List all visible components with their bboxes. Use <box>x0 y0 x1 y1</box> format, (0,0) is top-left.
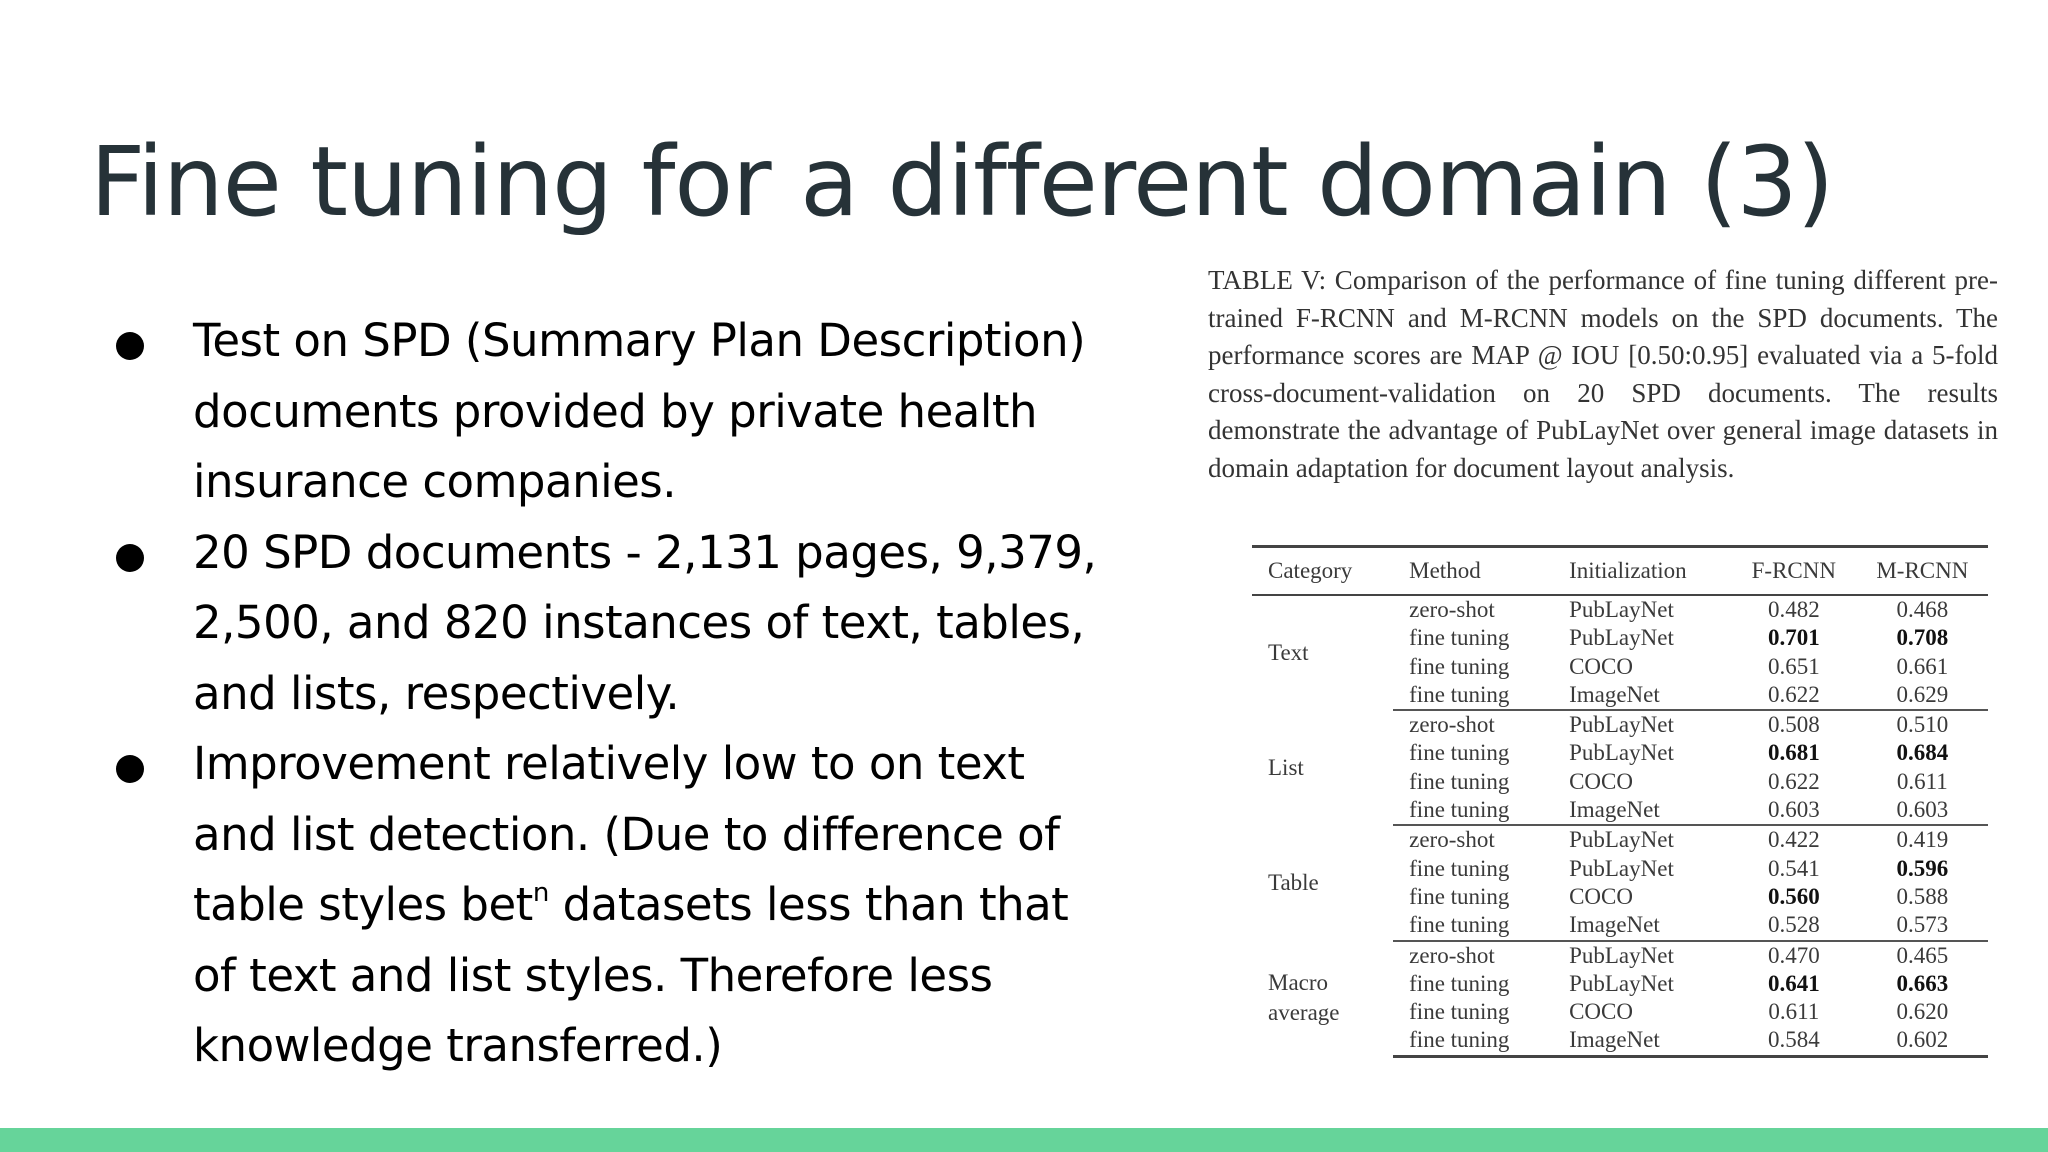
bullet-item <box>112 729 1112 1082</box>
cell-m-rcnn: 0.663 <box>1896 970 1949 996</box>
bullet-dot-icon <box>116 755 144 783</box>
cell-initialization: PubLayNet <box>1569 855 1674 881</box>
cell-initialization: COCO <box>1569 768 1633 794</box>
table-row <box>1252 825 1988 854</box>
cell-f-rcnn: 0.508 <box>1767 712 1820 738</box>
table-row <box>1252 595 1988 624</box>
cell-method: fine tuning <box>1393 911 1553 940</box>
table-body <box>1252 595 1988 1056</box>
cell-f-rcnn: 0.641 <box>1767 970 1820 996</box>
cell-m-rcnn: 0.419 <box>1896 827 1949 853</box>
cell-m-rcnn: 0.684 <box>1896 740 1949 766</box>
cell-initialization: PubLayNet <box>1569 712 1674 738</box>
cell-method: fine tuning <box>1409 999 1510 1025</box>
cell-f-rcnn: 0.541 <box>1767 855 1820 881</box>
cell-category: Table <box>1268 869 1319 895</box>
cell-method: fine tuning <box>1409 970 1510 996</box>
cell-initialization: PubLayNet <box>1569 970 1674 996</box>
cell-f-rcnn: 0.584 <box>1731 1026 1857 1056</box>
cell-initialization: ImageNet <box>1553 681 1731 710</box>
cell-f-rcnn: 0.482 <box>1767 597 1820 622</box>
table-header-row <box>1252 547 1988 596</box>
cell-m-rcnn: 0.603 <box>1857 796 1988 825</box>
cell-m-rcnn: 0.468 <box>1896 597 1949 622</box>
cell-m-rcnn: 0.510 <box>1896 712 1949 738</box>
header-m-rcnn: M-RCNN <box>1857 547 1988 596</box>
cell-method: fine tuning <box>1409 740 1510 766</box>
cell-f-rcnn: 0.528 <box>1731 911 1857 940</box>
cell-f-rcnn: 0.622 <box>1767 768 1820 794</box>
cell-method: fine tuning <box>1393 1026 1553 1056</box>
cell-initialization: COCO <box>1569 883 1633 909</box>
cell-f-rcnn: 0.560 <box>1767 883 1820 909</box>
table-row <box>1252 710 1988 739</box>
cell-method: fine tuning <box>1409 855 1510 881</box>
header-initialization: Initialization <box>1553 547 1731 596</box>
cell-method: fine tuning <box>1409 768 1510 794</box>
cell-initialization: PubLayNet <box>1569 597 1674 622</box>
cell-f-rcnn: 0.611 <box>1768 999 1820 1025</box>
cell-method: zero-shot <box>1409 827 1495 853</box>
cell-m-rcnn: 0.708 <box>1896 625 1949 651</box>
bullet-item <box>112 306 1112 518</box>
cell-m-rcnn: 0.596 <box>1896 855 1949 881</box>
cell-m-rcnn: 0.602 <box>1857 1026 1988 1056</box>
bullet-dot-icon <box>116 544 144 572</box>
bullet-list <box>112 306 1112 1082</box>
cell-initialization: COCO <box>1569 999 1633 1025</box>
bullet-text-part: Improvement relatively low to on text and list detection. (Due to difference of table styles bet <box>193 737 1060 931</box>
bullet-text: 20 SPD documents - 2,131 pages, 9,379, 2,500, and 820 instances of text, tables, and lists, respectively. <box>193 525 1097 720</box>
cell-initialization: ImageNet <box>1553 911 1731 940</box>
cell-f-rcnn: 0.470 <box>1767 942 1820 968</box>
cell-m-rcnn: 0.465 <box>1896 942 1949 968</box>
cell-m-rcnn: 0.588 <box>1896 883 1949 909</box>
cell-f-rcnn: 0.422 <box>1767 827 1820 853</box>
table-figure <box>1208 262 1998 1053</box>
cell-m-rcnn: 0.629 <box>1857 681 1988 710</box>
cell-m-rcnn: 0.620 <box>1896 999 1949 1025</box>
cell-initialization: ImageNet <box>1553 1026 1731 1056</box>
bullet-text-part: datasets less than that of text and list styles. Therefore less knowledge transferred.) <box>193 878 1069 1072</box>
cell-m-rcnn: 0.661 <box>1896 653 1949 679</box>
cell-m-rcnn: 0.573 <box>1857 911 1988 940</box>
superscript: n <box>532 878 549 908</box>
cell-method: fine tuning <box>1393 796 1553 825</box>
footer-accent-bar <box>0 1128 2048 1152</box>
cell-f-rcnn: 0.651 <box>1767 653 1820 679</box>
cell-initialization: PubLayNet <box>1569 625 1674 651</box>
cell-f-rcnn: 0.681 <box>1767 740 1820 766</box>
cell-category: Macro average <box>1268 970 1340 1026</box>
cell-initialization: PubLayNet <box>1569 740 1674 766</box>
cell-method: fine tuning <box>1409 625 1510 651</box>
cell-initialization: PubLayNet <box>1569 827 1674 853</box>
bullet-item <box>112 518 1112 730</box>
cell-m-rcnn: 0.611 <box>1896 768 1948 794</box>
bullet-text <box>193 729 1112 1082</box>
header-f-rcnn: F-RCNN <box>1731 547 1857 596</box>
results-table <box>1252 545 1988 1058</box>
cell-f-rcnn: 0.603 <box>1731 796 1857 825</box>
cell-method: fine tuning <box>1409 653 1510 679</box>
bullet-text: Test on SPD (Summary Plan Description) documents provided by private health insurance companies. <box>193 314 1086 508</box>
cell-f-rcnn: 0.701 <box>1767 625 1820 651</box>
results-table-wrap <box>1252 545 1988 1058</box>
cell-category: Text <box>1268 640 1309 666</box>
cell-initialization: PubLayNet <box>1569 942 1674 968</box>
table-caption: TABLE V: Comparison of the performance of fine tuning different pre-trained F-RCNN and M-RCNN models on the SPD documents. The performance scores are MAP @ IOU [0.50:0.95] evaluated via a 5-fold cross-document-validation on 20 SPD documents. The results demonstrate the advantage of PubLayNet over general image datasets in domain adaptation for document layout analysis. <box>1208 265 1998 483</box>
table-row <box>1252 941 1988 970</box>
cell-method: fine tuning <box>1393 681 1553 710</box>
bullet-dot-icon <box>116 332 144 360</box>
cell-category: List <box>1268 754 1304 780</box>
cell-method: zero-shot <box>1409 712 1495 738</box>
header-method: Method <box>1393 547 1553 596</box>
header-category: Category <box>1252 547 1393 596</box>
cell-initialization: COCO <box>1569 653 1633 679</box>
cell-method: zero-shot <box>1409 942 1495 968</box>
cell-f-rcnn: 0.622 <box>1731 681 1857 710</box>
cell-method: fine tuning <box>1409 883 1510 909</box>
cell-method: zero-shot <box>1409 597 1495 622</box>
slide-title: Fine tuning for a different domain (3) <box>90 126 1834 238</box>
cell-initialization: ImageNet <box>1553 796 1731 825</box>
